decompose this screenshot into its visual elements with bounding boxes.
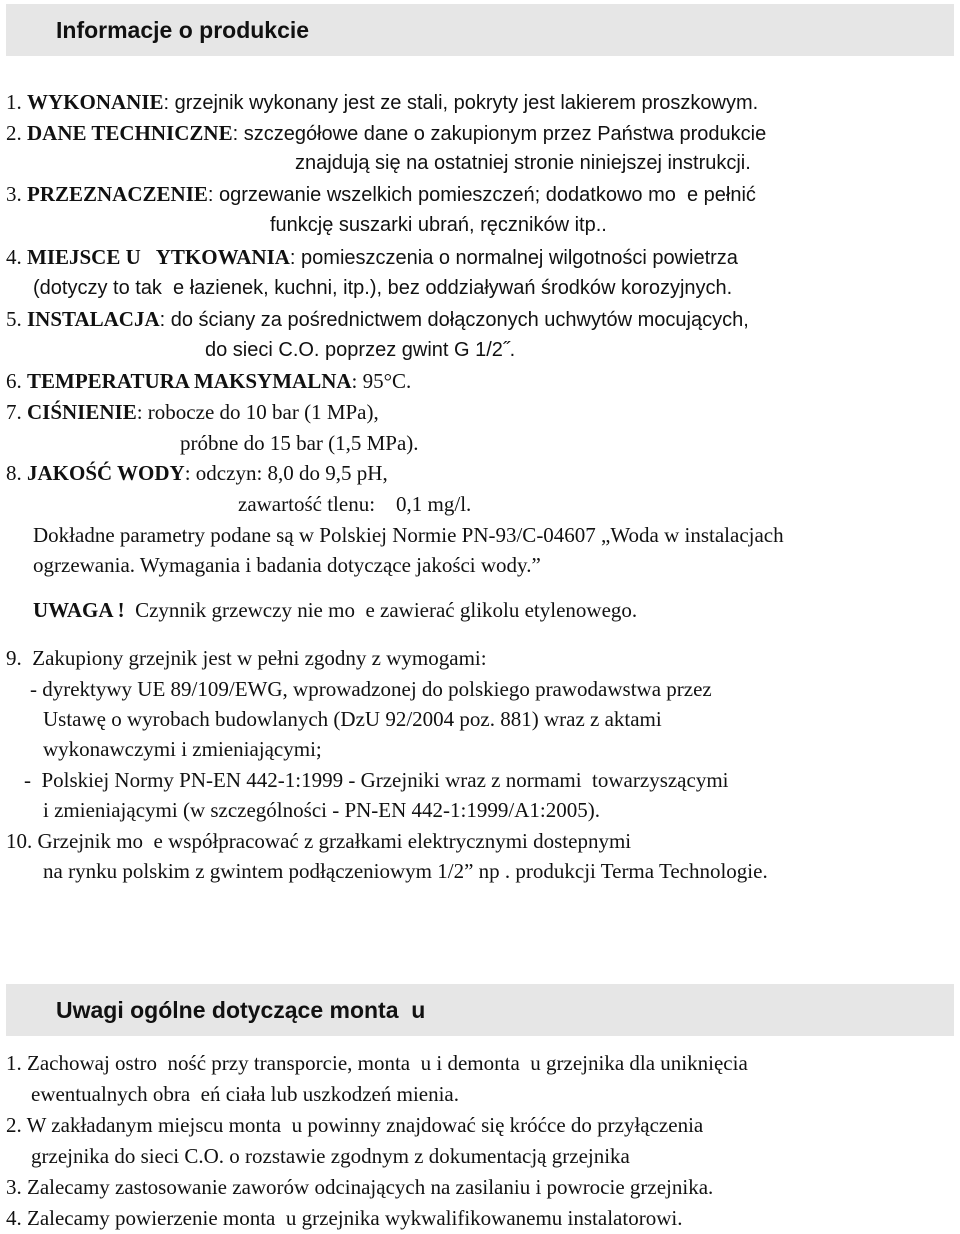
item-label: DANE TECHNICZNE [27, 121, 233, 145]
list-item-9-line-2: - dyrektywy UE 89/109/EWG, wprowadzonej do polskiego prawodawstwa przez [30, 677, 712, 701]
item-text: : do ściany za pośrednictwem dołączonych uchwytów mocujących, [159, 309, 749, 331]
item-label: INSTALACJA [27, 307, 160, 331]
item-text: : pomieszczenia o normalnej wilgotności powietrza [289, 247, 738, 269]
item-number: 4. [6, 245, 27, 269]
section-header-installation-notes [6, 984, 954, 1036]
list-item-10: 10. Grzejnik mo e współpracować z grzałkami elektrycznymi dostepnymi [6, 829, 632, 853]
list-item-6 [6, 369, 411, 393]
list-item-8 [6, 461, 388, 485]
list-item-10-line-2: na rynku polskim z gwintem podłączeniowym 1/2” np . produkcji Terma Technologie. [43, 859, 768, 883]
norm-note-line-1: Dokładne parametry podane są w Polskiej Normie PN-93/C-04607 „Woda w instalacjach [33, 523, 784, 547]
list-item-2-continuation: znajdują się na ostatniej stronie niniejszej instrukcji. [295, 152, 751, 174]
warning-line [33, 598, 637, 622]
list-item-7-continuation: próbne do 15 bar (1,5 MPa). [180, 431, 419, 455]
item-label: PRZEZNACZENIE [27, 182, 208, 206]
list-item-3-continuation: funkcję suszarki ubrań, ręczników itp.. [270, 214, 607, 236]
warning-text: Czynnik grzewczy nie mo e zawierać glikolu etylenowego. [135, 598, 638, 622]
list-item-5-continuation: do sieci C.O. poprzez gwint G 1/2˝. [205, 339, 516, 361]
item-text: : 95°C. [351, 369, 412, 393]
item-number: 2. [6, 121, 27, 145]
list-item-1 [6, 90, 758, 115]
list-item-5 [6, 307, 749, 332]
item-number: 6. [6, 369, 27, 393]
list-item-9-line-4: wykonawczymi i zmieniającymi; [43, 737, 322, 761]
item-text: : grzejnik wykonany jest ze stali, pokryty jest lakierem proszkowym. [163, 92, 759, 114]
install-note-2: 2. W zakładanym miejscu monta u powinny znajdować się króćce do przyłączenia [6, 1113, 704, 1137]
install-note-1: 1. Zachowaj ostro ność przy transporcie, monta u i demonta u grzejnika dla uniknięcia [6, 1051, 748, 1075]
list-item-9: 9. Zakupiony grzejnik jest w pełni zgodny z wymogami: [6, 646, 487, 670]
item-label: JAKOŚĆ WODY [27, 461, 185, 485]
list-item-8-continuation: zawartość tlenu: 0,1 mg/l. [238, 492, 472, 516]
item-label: CIŚNIENIE [27, 400, 137, 424]
item-number: 8. [6, 461, 27, 485]
item-number: 7. [6, 400, 27, 424]
norm-note-line-2: ogrzewania. Wymagania i badania dotyczące jakości wody.” [33, 553, 541, 577]
install-note-4: 4. Zalecamy powierzenie monta u grzejnika wykwalifikowanemu instalatorowi. [6, 1206, 683, 1230]
item-label: WYKONANIE [27, 90, 164, 114]
section-header-product-info [6, 4, 954, 56]
item-number: 1. [6, 90, 27, 114]
list-item-4 [6, 245, 738, 270]
item-text: : szczegółowe dane o zakupionym przez Państwa produkcie [232, 123, 767, 145]
list-item-9-line-3: Ustawę o wyrobach budowlanych (DzU 92/2004 poz. 881) wraz z aktami [43, 707, 662, 731]
warning-label: UWAGA ! [33, 598, 125, 622]
item-label: TEMPERATURA MAKSYMALNA [27, 369, 352, 393]
item-number: 5. [6, 307, 27, 331]
list-item-7 [6, 400, 379, 424]
list-item-3 [6, 182, 756, 207]
item-text: : robocze do 10 bar (1 MPa), [136, 400, 379, 424]
install-note-1-continuation: ewentualnych obra eń ciała lub uszkodzeń mienia. [31, 1082, 459, 1106]
section-title: Uwagi ogólne dotyczące monta u [56, 997, 426, 1023]
install-note-3: 3. Zalecamy zastosowanie zaworów odcinających na zasilaniu i powrocie grzejnika. [6, 1175, 714, 1199]
item-text: : ogrzewanie wszelkich pomieszczeń; dodatkowo mo e pełnić [207, 184, 756, 206]
section-title: Informacje o produkcie [56, 17, 310, 43]
item-text: : odczyn: 8,0 do 9,5 pH, [184, 461, 388, 485]
list-item-2 [6, 121, 766, 146]
list-item-4-continuation: (dotyczy to tak e łazienek, kuchni, itp.), bez oddziaływań środków korozyjnych. [33, 277, 733, 299]
item-number: 3. [6, 182, 27, 206]
install-note-2-continuation: grzejnika do sieci C.O. o rozstawie zgodnym z dokumentacją grzejnika [31, 1144, 630, 1168]
item-label: MIEJSCE U YTKOWANIA [27, 245, 290, 269]
list-item-9-line-5: - Polskiej Normy PN-EN 442-1:1999 - Grzejniki wraz z normami towarzyszącymi [24, 768, 729, 792]
list-item-9-line-6: i zmieniającymi (w szczególności - PN-EN 442-1:1999/A1:2005). [43, 798, 600, 822]
